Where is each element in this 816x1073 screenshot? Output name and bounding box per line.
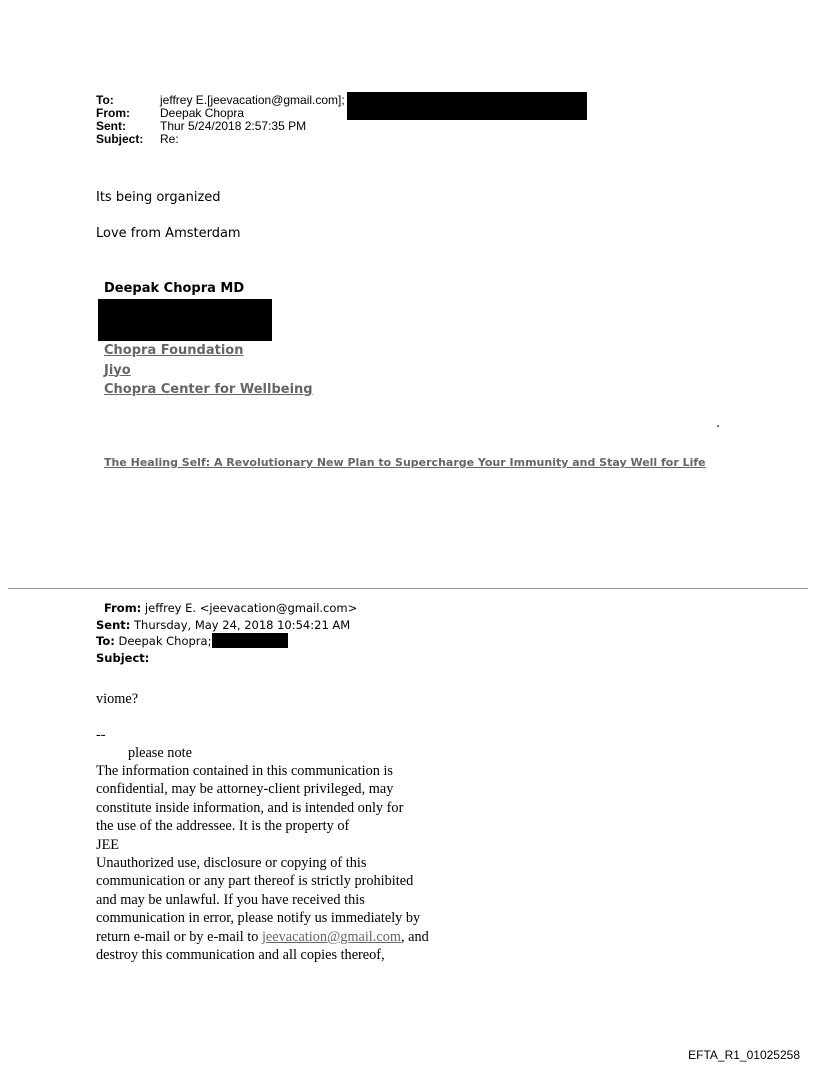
disclaimer-return-line <box>96 928 429 946</box>
fwd-to-row <box>96 633 357 650</box>
stray-dot: . <box>716 416 721 431</box>
body-line-1: Its being organized <box>96 190 221 205</box>
return-email-link[interactable]: jeevacation@gmail.com <box>261 928 401 945</box>
from-label: From: <box>96 106 130 120</box>
disclaimer-line: constitute inside information, and is intended only for <box>96 799 404 816</box>
fwd-disclaimer <box>96 762 429 964</box>
fwd-sent-value: Thursday, May 24, 2018 10:54:21 AM <box>130 617 351 632</box>
fwd-subject-label: Subject: <box>96 650 150 665</box>
disclaimer-line: communication or any part thereof is strictly prohibited <box>96 873 414 890</box>
disclaimer-line: confidential, may be attorney-client privileged, may <box>96 781 394 798</box>
redaction-box <box>347 92 587 120</box>
disclaimer-line: Unauthorized use, disclosure or copying of this <box>96 855 367 872</box>
fwd-sent-row <box>96 617 357 634</box>
subject-value: Re: <box>160 132 179 146</box>
from-value: Deepak Chopra <box>160 106 245 120</box>
return-suffix: , and <box>400 928 429 945</box>
fwd-separator: -- <box>96 727 106 743</box>
message-divider <box>8 588 808 589</box>
sent-label: Sent: <box>96 119 126 133</box>
subject-label: Subject: <box>96 132 144 146</box>
fwd-from-row <box>96 600 357 617</box>
disclaimer-line: JEE <box>96 836 120 853</box>
document-id: EFTA_R1_01025258 <box>688 1048 800 1062</box>
disclaimer-line: the use of the addressee. It is the property of <box>96 818 350 835</box>
link-healing-self-book[interactable]: The Healing Self: A Revolutionary New Plan to Supercharge Your Immunity and Stay Well for Life <box>104 456 706 469</box>
body-line-2: Love from Amsterdam <box>96 226 241 241</box>
fwd-message: viome? <box>96 691 139 707</box>
fwd-subject-row <box>96 650 357 667</box>
disclaimer-line: communication in error, please notify us immediately by <box>96 910 421 927</box>
fwd-sent-label: Sent: <box>96 617 131 632</box>
signature-redaction-box <box>98 299 272 341</box>
disclaimer-line: The information contained in this communication is <box>96 763 393 779</box>
fwd-from-value: jeffrey E. <jeevacation@gmail.com> <box>141 601 358 615</box>
header-subject-row <box>96 133 587 146</box>
to-label: To: <box>96 93 114 107</box>
email-header <box>96 94 587 146</box>
signature-name: Deepak Chopra MD <box>104 281 245 296</box>
forwarded-header <box>96 600 357 666</box>
disclaimer-line: and may be unlawful. If you have received this <box>96 891 365 908</box>
return-prefix: return e-mail or by e-mail to <box>96 928 262 945</box>
book-link-container <box>104 456 706 469</box>
link-jiyo[interactable]: Jiyo <box>104 362 131 378</box>
signature-links <box>104 341 313 400</box>
fwd-note-title: please note <box>128 745 192 761</box>
fwd-from-label: From: <box>104 601 142 615</box>
to-value: jeffrey E.[jeevacation@gmail.com]; <box>160 93 345 107</box>
sent-value: Thur 5/24/2018 2:57:35 PM <box>160 119 307 133</box>
link-chopra-center[interactable]: Chopra Center for Wellbeing <box>104 382 313 397</box>
fwd-to-value: Deepak Chopra; <box>114 634 212 648</box>
disclaimer-last-line: destroy this communication and all copies thereof, <box>96 947 385 964</box>
fwd-to-label: To: <box>96 634 115 648</box>
link-chopra-foundation[interactable]: Chopra Foundation <box>104 343 244 358</box>
fwd-redaction-box <box>212 633 288 648</box>
